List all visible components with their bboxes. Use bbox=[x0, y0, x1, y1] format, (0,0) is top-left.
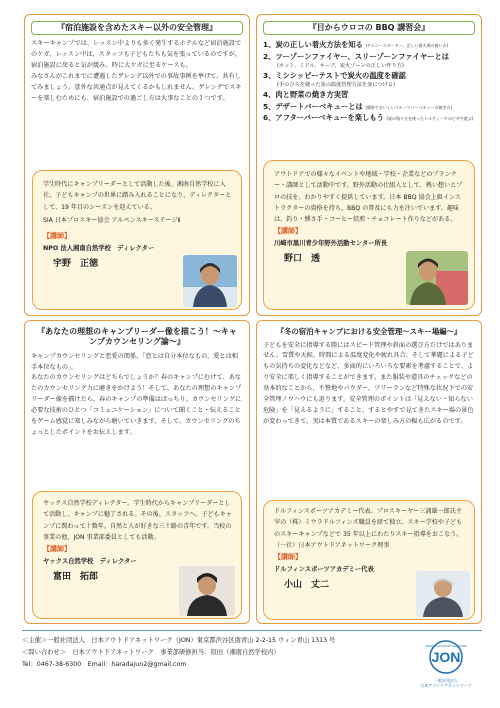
lecturer-photo bbox=[416, 571, 470, 617]
lecturer-tag: 【講師】 bbox=[43, 232, 71, 241]
lecturer-org: NPO 法人湘南自然学校 ディレクター bbox=[43, 245, 155, 252]
logo-ring-text: JAPAN OUTDOOR NETWORK bbox=[425, 644, 467, 648]
logo-mark: JON bbox=[431, 649, 461, 665]
lecturer-org: ドルフィンスポーツアカデミー代表 bbox=[274, 566, 374, 573]
list-item: 3、ミシシッピーテストで炭火の温度を確認 bbox=[263, 71, 406, 81]
lecturer-bio: 学生時代にキャンプリーダーとして活動した後、湘南自然学校に入社。子どもキャンプの世界に踏み入れることになり、ディレクターとして、19 年目のシーズンを迎えている。 bbox=[43, 181, 232, 211]
lecturer-box bbox=[32, 170, 242, 310]
lecturer-box bbox=[32, 491, 242, 619]
jon-logo bbox=[410, 640, 482, 688]
panel-body bbox=[263, 341, 475, 428]
list-item: 5、デザートバーベキューとは (簡単でおいしいフルーツバーベキューの焼き方) bbox=[263, 101, 453, 111]
paragraph: 子どもを安全に指導する際にはスピード管理や斜面の選び方だけではありません。雪質や天候、時間による温度変化や疲れ具合、そして華麗による子どもの気持ちの変化などなど、多面的にいろいろな要素を考慮することで、より安全に楽しく指導することができます。また服装や道具のチェックなどの基本的なことから、不整地やパウダー、ツリーランなど特殊な状況下での安全管理ノウハウにも迫ります。安全管理のポイントは「見えない・知らない危険」を「見えるように」すること。するとやすで見てきたスキー場の景色が変わってきて、実は本質であるスキーの楽しみ方の幅も広がるのです。 bbox=[263, 341, 474, 425]
list-item-sub: (ホット、ミドル、キープ、炭火ゾーンの正しい作り方) bbox=[277, 62, 404, 69]
panel-title: 『宿泊施設を含めたスキー以外の安全管理』 bbox=[31, 21, 243, 35]
jon-logo-icon bbox=[410, 640, 482, 674]
paragraph: みなさんがこれまでに遭遇したゲレンデ以外での事故事例を挙げて、共有してみましょう。意外な共通点が見えてくるかもしれません。ゲレンデでスキーを楽しむためにも、宿泊施設での過ごし方は大事なことの１つです。 bbox=[31, 72, 242, 102]
lecturer-photo bbox=[183, 255, 237, 307]
panel-title: 『目からウロコの BBQ 講習会』 bbox=[263, 21, 475, 35]
footer-contact: ＜問い合わせ＞ 日本アウトドアネットワーク 事業部研修担当：原田（湘南自然学校内） bbox=[22, 648, 280, 656]
lecturer-name: 野口 透 bbox=[284, 253, 321, 264]
lecturer-box bbox=[263, 160, 475, 310]
list-item: 6、アフターバーベキューを楽しもう (炭の残り火を使ったトルティーヤのピザで遊ぶ) bbox=[263, 113, 474, 122]
list-item: 4、肉と野菜の焼き方実習 bbox=[263, 90, 349, 100]
lecturer-tag: 【講師】 bbox=[43, 545, 71, 554]
lecturer-name: 富田 拓郎 bbox=[53, 571, 99, 582]
list-item-sub: (手のひらを使った炭の温度管理方法を身につける) bbox=[277, 82, 396, 89]
list-item: 2、ツーゾーンファイヤー、スリーゾーンファイヤーとは bbox=[263, 51, 450, 61]
lecturer-name: 宇野 正徳 bbox=[53, 258, 99, 269]
paragraph: スキーキャンプでは、レッスン中よりも多く発生するホテルなど宿泊施設でのケガ。レッスン中は、スタッフも子どもたちも気を張っているのですが、宿泊施設に戻ると気が緩み、時に大ケガに至るケースも。 bbox=[31, 40, 242, 70]
footer-phone-email: Tel：0467-38-6300 Email：haradajun2@gmail.com bbox=[22, 660, 187, 668]
list-item: 1、炭の正しい着火方法を知る (チムニースターター、正しい着火剤の使い方) bbox=[263, 40, 449, 50]
panel-title: 『あなたの理想のキャンプリーダー像を描こう！～キャンプカウンセリング論～』 bbox=[37, 327, 237, 347]
lecturer-bio: ドルフィンスポーツアカデミー代表。プロスキーヤー三浦雄一郎氏主宰の（株）ミウラドルフィンズ職員を経て独立。スキー学校や子どものスキーキャンプなどで 35 年以上にわたりスキー指導をおこなう。（一社）日本アウトドアネットワーク理事 bbox=[274, 508, 463, 549]
lecturer-name: 小山 丈二 bbox=[284, 579, 330, 590]
lecturer-box bbox=[263, 500, 475, 620]
panel-body bbox=[31, 39, 243, 104]
lecturer-bio: アウトドアでの様々なイベントや地域・学校・企業などのプランナー・講師として活動中です。野外活動の仕組人として、熱い想いとプロの技を、わかりやすく提供しています。日本 BBQ 協会上級インストラクターの資格を持ち、BBQ の普及にも力を注いでいます。趣味は、釣り・燻さ手・コーヒー焙煎・チョコレート作りなどがある。 bbox=[274, 171, 463, 224]
logo-caption: 日本アウトドアネットワーク bbox=[420, 682, 472, 688]
lecturer-photo bbox=[406, 251, 468, 305]
paragraph: キャンプカウンセリングと恋愛の関係。「恋とは自分本位なもの、愛とは相手本位なもの」。 bbox=[31, 352, 238, 371]
logo-caption: 一般社団法人 bbox=[434, 677, 458, 683]
lecturer-photo bbox=[179, 566, 235, 616]
panel-body bbox=[31, 352, 243, 439]
footer-organizer: ＜主催＞一般社団法人 日本アウトドアネットワーク（JON）東京都渋谷区南青山 2-2-15 ウィン青山 1313 号 bbox=[22, 637, 336, 644]
lecturer-bio: SIA 日本プロスキー協会 アルペンスキーステージⅡ bbox=[43, 216, 181, 224]
lecturer-org: ヤックス自然学校 ディレクター bbox=[43, 558, 137, 565]
paragraph: あなたのカウンセリングはどちらでしょうか？春のキャンプにむけて、あなたのカウンセリング力に磨きをかけよう！そして、あなたの理想のキャンプリーダー像を描けたら、春のキャンプの準備はばっちり。カウンセリングに必要な技術のひとつ「コミュニケーション」について聞くこと・伝えることをゲーム感覚に楽しみながら磨いていきます。そして、カウンセリングのちょっとしたポイントをお伝えします。 bbox=[31, 374, 242, 436]
lecturer-bio: ヤックス自然学校ディレクター。学生時代からキャンプリーダーとして活動し、キャンプに魅了される。その後、スタッフへ。子どもキャンプに関わって十数年。自然と人が好きな三十路の青年です。当校の事業の他、JON 事業部委員としても活動。 bbox=[43, 500, 232, 541]
panel-title: 『冬の宿泊キャンプにおける安全管理～スキー場編～』 bbox=[276, 327, 462, 336]
lecturer-org: 川崎市黒川青少年野外活動センター所長 bbox=[274, 240, 388, 248]
bbq-item-list bbox=[263, 39, 475, 123]
lecturer-tag: 【講師】 bbox=[274, 553, 302, 562]
lecturer-tag: 【講師】 bbox=[274, 227, 302, 236]
